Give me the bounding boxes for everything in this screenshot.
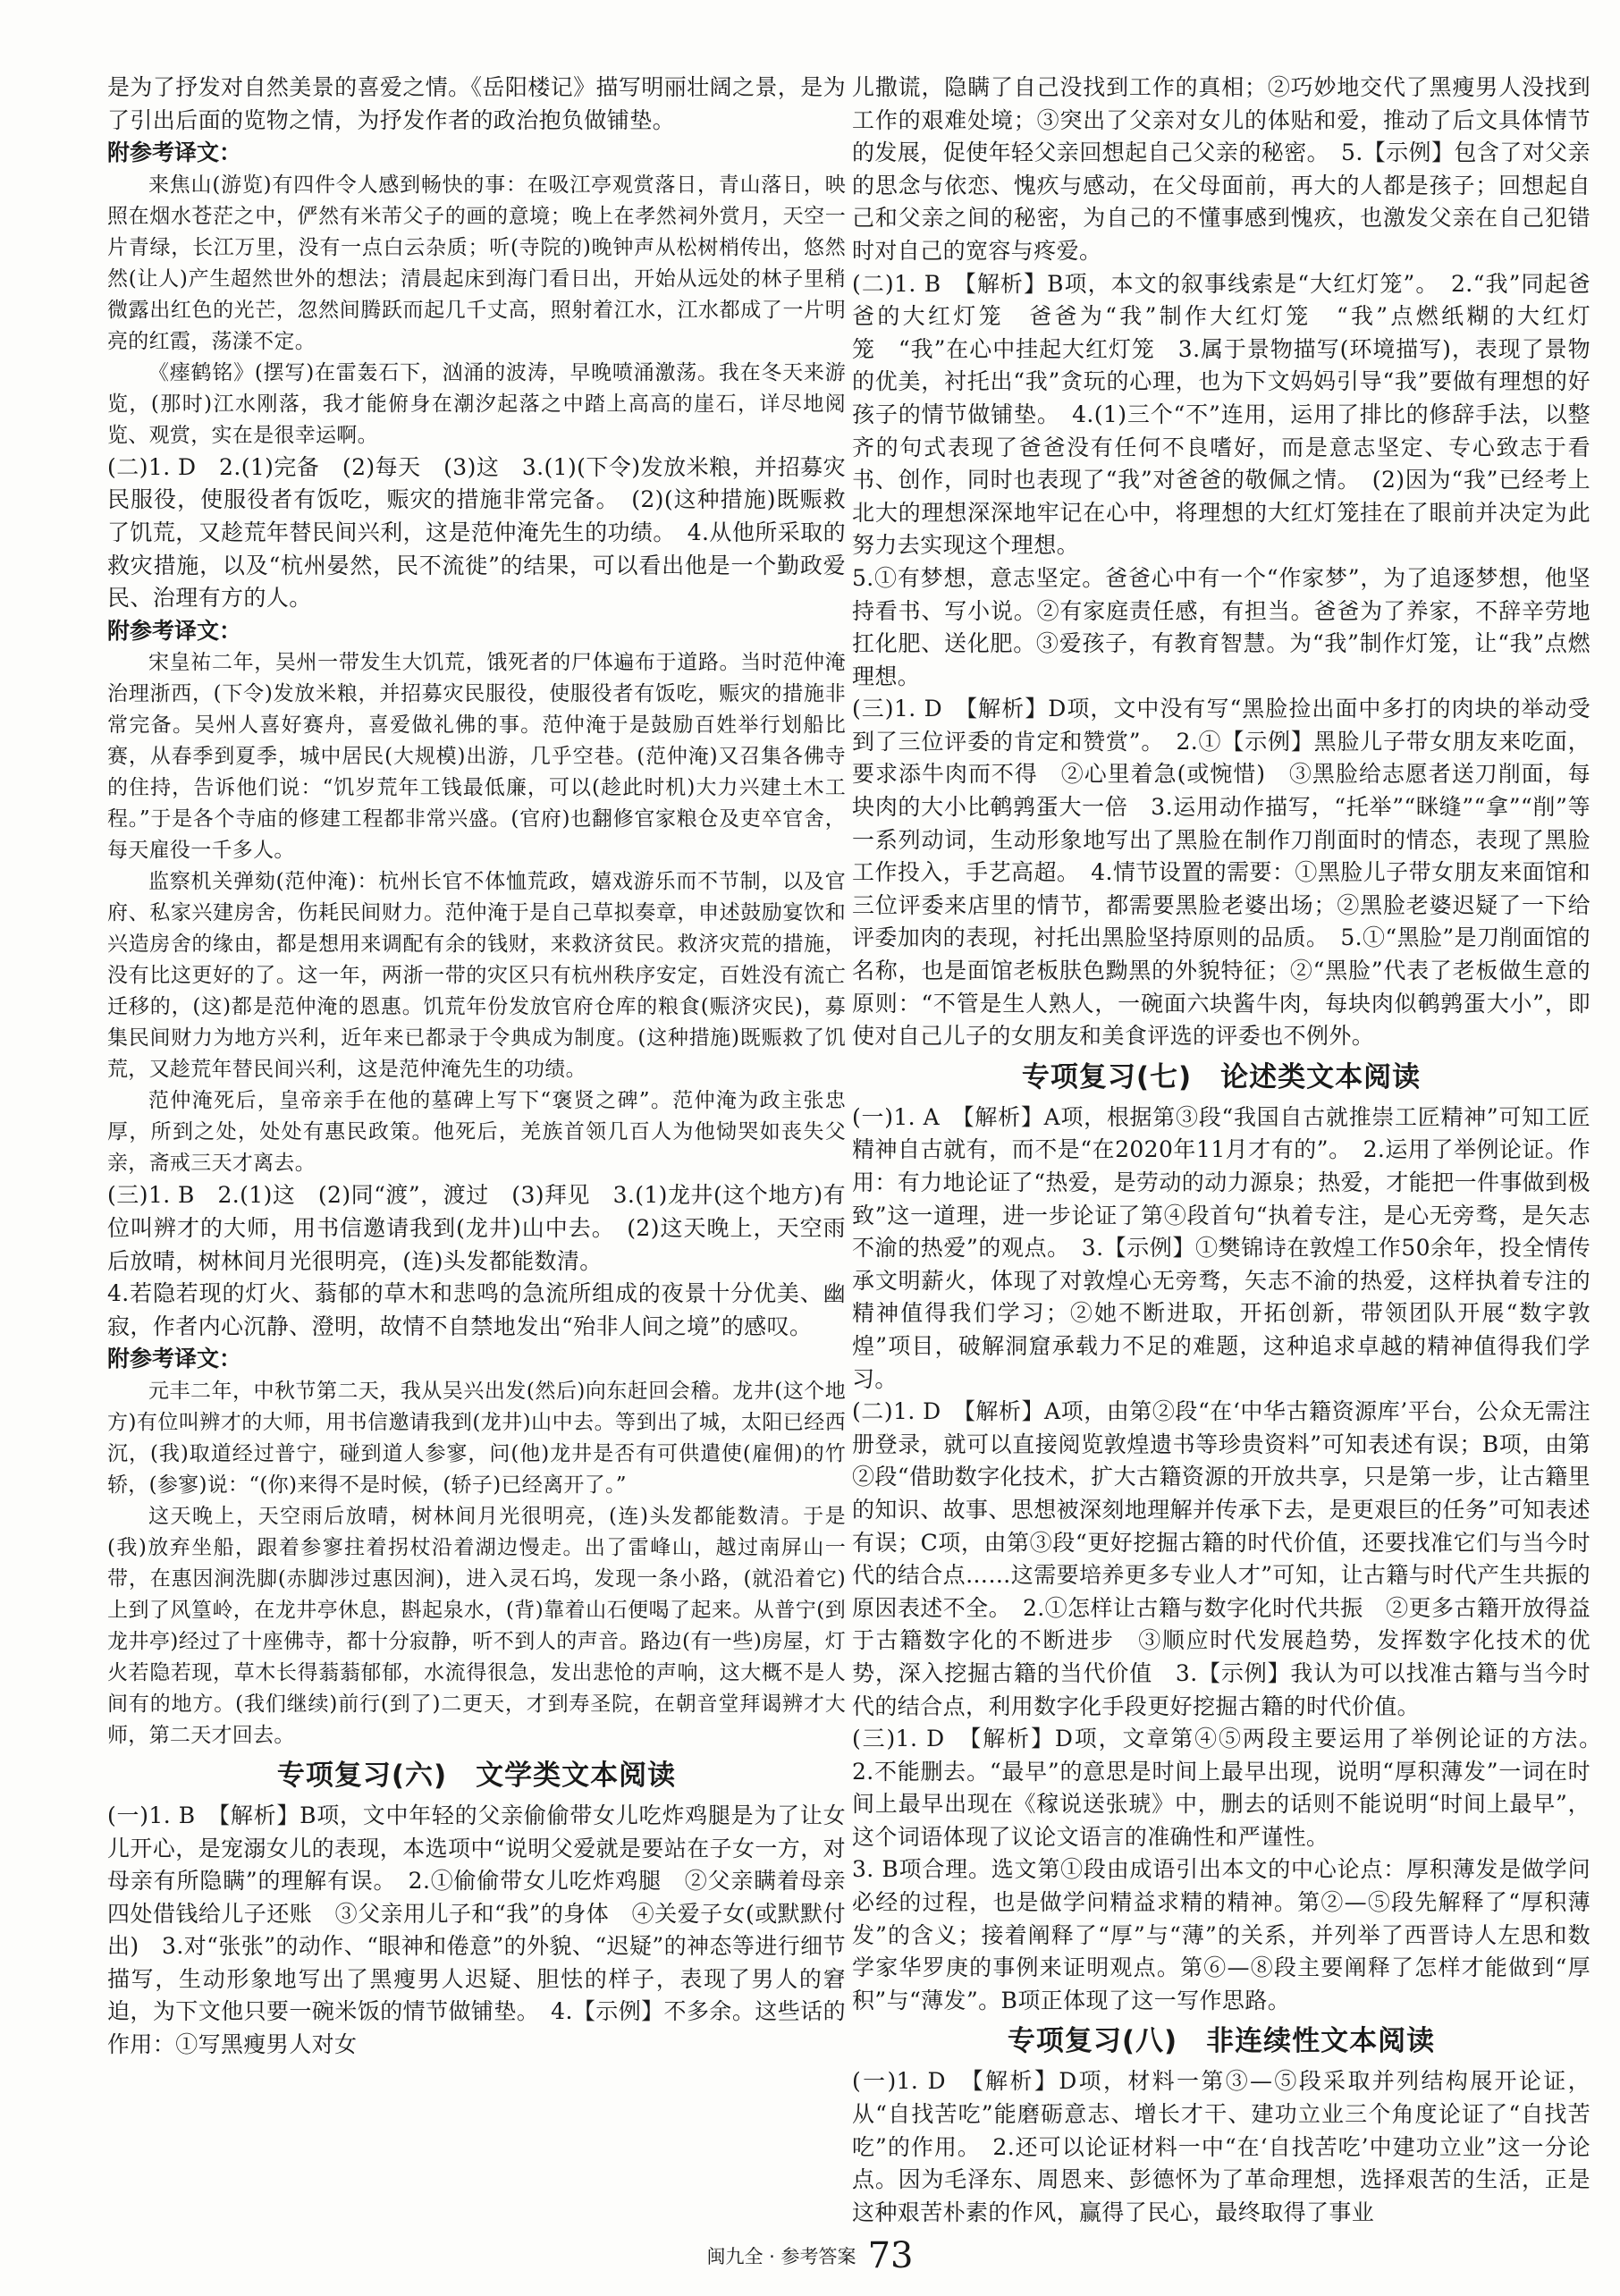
section-heading: 专项复习(八) 非连续性文本阅读 [1007,2025,1436,2058]
section-heading: 专项复习(六) 文学类文本阅读 [276,1759,677,1792]
translation-paragraph: 宋皇祐二年，吴州一带发生大饥荒，饿死者的尸体遍布于道路。当时范仲淹治理浙西，(下令)发放米粮，并招募灾民服役，使服役者有饭吃，赈灾的措施非常完备。吴州人喜好赛舟，喜爱做礼佛的事。范仲淹于是鼓励百姓举行划船比赛，从春季到夏季，城中居民(大规模)出游，几乎空巷。(范仲淹)又召集各佛寺的住持，告诉他们说：“饥岁荒年工钱最低廉，可以(趁此时机)大力兴建土木工程。”于是各个寺庙的修建工程都非常兴盛。(官府)也翻修官家粮仓及吏卒官舍，每天雇役一千多人。 [107,651,846,863]
page-footer [0,2235,1620,2276]
translation-paragraph: 这天晚上，天空雨后放晴，树林间月光很明亮，(连)头发都能数清。于是(我)放弃坐船，跟着参寥拄着拐杖沿着湖边慢走。出了雷峰山，越过南屏山一带，在惠因涧洗脚(赤脚涉过惠因涧)，进入灵石坞，发现一条小路，(就沿着它)上到了风篁岭，在龙井亭休息，斟起泉水，(背)靠着山石便喝了起来。从普宁(到龙井亭)经过了十座佛寺，都十分寂静，听不到人的声音。路边(有一些)房屋，灯火若隐若现，草木长得蓊蓊郁郁，水流得很急，发出悲怆的声响，这大概不是人间有的地方。(我们继续)前行(到了)二更天，才到寿圣院，在朝音堂拜谒辨才大师，第二天才回去。 [107,1504,846,1747]
translation-label: 附参考译文： [107,617,242,644]
answer-paragraph: 4.若隐若现的灯火、蓊郁的草木和悲鸣的急流所组成的夜景十分优美、幽寂，作者内心沉静、澄明，故情不自禁地发出“殆非人间之境”的感叹。 [107,1280,846,1339]
answer-paragraph: (一)1. D 【解析】D项，材料一第③—⑤段采取并列结构展开论证，从“自找苦吃”能磨砺意志、增长才干、建功立业三个角度论证了“自找苦吃”的作用。 2.还可以论证材料一中“在‘自找苦吃’中建功立业”这一分论点。因为毛泽东、周恩来、彭德怀为了革命理想，选择艰苦的生活，正是这种艰苦朴素的作风，赢得了民心，最终取得了事业 [852,2068,1590,2225]
translation-paragraph: 监察机关弹劾(范仲淹)：杭州长官不体恤荒政，嬉戏游乐而不节制，以及官府、私家兴建房舍，伤耗民间财力。范仲淹于是自己草拟奏章，申述鼓励宴饮和兴造房舍的缘由，都是想用来调配有余的钱财，来救济贫民。救济灾荒的措施，没有比这更好的了。这一年，两浙一带的灾区只有杭州秩序安定，百姓没有流亡迁移的，(这)都是范仲淹的恩惠。饥荒年份发放官府仓库的粮食(赈济灾民)，募集民间财力为地方兴利，近年来已都录于令典成为制度。(这种措施)既赈救了饥荒，又趁荒年替民间兴利，这是范仲淹先生的功绩。 [107,870,846,1082]
answer-paragraph: (三)1. B 2.(1)这 (2)同“渡”，渡过 (3)拜见 3.(1)龙井(这个地方)有位叫辨才的大师，用书信邀请我到(龙井)山中去。 (2)这天晚上，天空雨后放晴，树林间月光很明亮，(连)头发都能数清。 [107,1182,846,1274]
translation-paragraph: 范仲淹死后，皇帝亲手在他的墓碑上写下“褒贤之碑”。范仲淹为政主张忠厚，所到之处，处处有惠民政策。他死后，羌族首领几百人为他恸哭如丧失父亲，斋戒三天才离去。 [107,1089,846,1176]
translation-label: 附参考译文： [107,1346,242,1372]
translation-paragraph: 《瘗鹤铭》(摆写)在雷轰石下，汹涌的波涛，早晚喷涌激荡。我在冬天来游览，(那时)江水刚落，我才能俯身在潮汐起落之中踏上高高的崖石，详尽地阅览、观赏，实在是很幸运啊。 [107,360,846,447]
section-heading: 专项复习(七) 论述类文本阅读 [1021,1060,1422,1093]
translation-paragraph: 来焦山(游览)有四件令人感到畅快的事：在吸江亭观赏落日，青山落日，映照在烟水苍茫之中，俨然有米芾父子的画的意境；晚上在孝然祠外赏月，天空一片青绿，长江万里，没有一点白云杂质；听(寺院的)晚钟声从松树梢传出，悠然然(让人)产生超然世外的想法；清晨起床到海门看日出，开始从远处的林子里稍微露出红色的光芒，忽然间腾跃而起几千丈高，照射着江水，江水都成了一片明亮的红霞，荡漾不定。 [107,173,846,353]
translation-label: 附参考译文： [107,139,242,166]
answer-paragraph: (二)1. D 2.(1)完备 (2)每天 (3)这 3.(1)(下令)发放米粮，并招募灾民服役，使服役者有饭吃，赈灾的措施非常完备。 (2)(这种措施)既赈救了饥荒，又趁荒年替民间兴利，这是范仲淹先生的功绩。 4.从他所采取的救灾措施，以及“杭州晏然，民不流徙”的结果，可以看出他是一个勤政爱民、治理有方的人。 [107,453,846,612]
answer-paragraph: (三)1. D 【解析】D项，文中没有写“黑脸捡出面中多打的肉块的举动受到了三位评委的肯定和赞赏”。 2.①【示例】黑脸儿子带女朋友来吃面，要求添牛肉而不得 ②心里着急(或惋惜) ③黑脸给志愿者送刀削面，每块肉的大小比鹌鹑蛋大一倍 3.运用动作描写，“托举”“眯缝”“拿”“削”等一系列动词，生动形象地写出了黑脸在制作刀削面时的情态，表现了黑脸工作投入，手艺高超。 4.情节设置的需要：①黑脸儿子带女朋友来面馆和三位评委来店里的情节，都需要黑脸老婆出场；②黑脸老婆迟疑了一下给评委加肉的表现，衬托出黑脸坚持原则的品质。 5.①“黑脸”是刀削面馆的名称，也是面馆老板肤色黝黑的外貌特征；②“黑脸”代表了老板做生意的原则：“不管是生人熟人，一碗面六块酱牛肉，每块肉似鹌鹑蛋大小”，即使对自己儿子的女朋友和美食评选的评委也不例外。 [852,696,1590,1050]
left-column [107,72,846,2226]
answer-paragraph: 是为了抒发对自然美景的喜爱之情。《岳阳楼记》描写明丽壮阔之景，是为了引出后面的览物之情，为抒发作者的政治抱负做铺垫。 [107,74,846,133]
right-column [852,72,1614,2226]
footer-tag: 闽九全 · 参考答案 [706,2246,856,2267]
answer-paragraph: 5.①有梦想，意志坚定。爸爸心中有一个“作家梦”，为了追逐梦想，他坚持看书、写小说。②有家庭责任感，有担当。爸爸为了养家，不辞辛劳地扛化肥、送化肥。③爱孩子，有教育智慧。为“我”制作灯笼，让“我”点燃理想。 [852,564,1590,689]
answer-paragraph: 3. B项合理。选文第①段由成语引出本文的中心论点：厚积薄发是做学问必经的过程，也是做学问精益求精的精神。第②—⑤段先解释了“厚积薄发”的含义；接着阐释了“厚”与“薄”的关系，并列举了西晋诗人左思和数学家华罗庚的事例来证明观点。第⑥—⑧段主要阐释了怎样才能做到“厚积”与“薄发”。B项正体现了这一写作思路。 [852,1856,1590,2013]
translation-paragraph: 元丰二年，中秋节第二天，我从吴兴出发(然后)向东赶回会稽。龙井(这个地方)有位叫辨才的大师，用书信邀请我到(龙井)山中去。等到出了城，太阳已经西沉，(我)取道经过普宁，碰到道人参寥，问(他)龙井是否有可供遣使(雇佣)的竹轿，(参寥)说：“(你)来得不是时候，(轿子)已经离开了。” [107,1379,846,1497]
answer-paragraph: (二)1. B 【解析】B项，本文的叙事线索是“大红灯笼”。 2.“我”同起爸爸的大红灯笼 爸爸为“我”制作大红灯笼 “我”点燃纸糊的大红灯笼 “我”在心中挂起大红灯笼 3.属于景物描写(环境描写)，表现了景物的优美，衬托出“我”贪玩的心理，也为下文妈妈引导“我”要做有理想的好孩子的情节做铺垫。 4.(1)三个“不”连用，运用了排比的修辞手法，以整齐的句式表现了爸爸没有任何不良嗜好，而是意志坚定、专心致志于看书、创作，同时也表现了“我”对爸爸的敬佩之情。 (2)因为“我”已经考上北大的理想深深地牢记在心中，将理想的大红灯笼挂在了眼前并决定为此努力去实现这个理想。 [852,270,1590,559]
answer-paragraph: (一)1. B 【解析】B项，文中年轻的父亲偷偷带女儿吃炸鸡腿是为了让女儿开心，是宠溺女儿的表现，本选项中“说明父爱就是要站在子女一方，对母亲有所隐瞒”的理解有误。 2.①偷偷带女儿吃炸鸡腿 ②父亲瞒着母亲四处借钱给儿子还账 ③父亲用儿子和“我”的身体 ④关爱子女(或默默付出) 3.对“张张”的动作、“眼神和倦意”的外貌、“迟疑”的神态等进行细节描写，生动形象地写出了黑瘦男人迟疑、胆怯的样子，表现了男人的窘迫，为下文他只要一碗米饭的情节做铺垫。 4.【示例】不多余。这些话的作用：①写黑瘦男人对女 [107,1802,846,2058]
answer-paragraph: (二)1. D 【解析】A项，由第②段“在‘中华古籍资源库’平台，公众无需注册登录，就可以直接阅览敦煌遗书等珍贵资料”可知表述有误；B项，由第②段“借助数字化技术，扩大古籍资源的开放共享，只是第一步，让古籍里的知识、故事、思想被深刻地理解并传承下去，是更艰巨的任务”可知表述有误；C项，由第③段“更好挖掘古籍的时代价值，还要找准它们与当今时代的结合点……这需要培养更多专业人才”可知，让古籍与时代产生共振的原因表述不全。 2.①怎样让古籍与数字化时代共振 ②更多古籍开放得益于古籍数字化的不断进步 ③顺应时代发展趋势，发挥数字化技术的优势，深入挖掘古籍的当代价值 3.【示例】我认为可以找准古籍与当今时代的结合点，利用数字化手段更好挖掘古籍的时代价值。 [852,1398,1590,1719]
answer-paragraph: (三)1. D 【解析】D项，文章第④⑤两段主要运用了举例论证的方法。 2.不能删去。“最早”的意思是时间上最早出现，说明“厚积薄发”一词在时间上最早出现在《稼说送张琥》中，删去的话则不能说明“时间上最早”，这个词语体现了议论文语言的准确性和严谨性。 [852,1726,1614,1850]
page-number: 73 [867,2235,914,2276]
answer-paragraph: 儿撒谎，隐瞒了自己没找到工作的真相；②巧妙地交代了黑瘦男人没找到工作的艰难处境；③突出了父亲对女儿的体贴和爱，推动了后文具体情节的发展，促使年轻父亲回想起自己父亲的秘密。 5.【示例】包含了对父亲的思念与依恋、愧疚与感动，在父母面前，再大的人都是孩子；回想起自己和父亲之间的秘密，为自己的不懂事感到愧疚，也激发父亲在自己犯错时对自己的宽容与疼爱。 [852,74,1590,264]
answer-paragraph: (一)1. A 【解析】A项，根据第③段“我国自古就推崇工匠精神”可知工匠精神自古就有，而不是“在2020年11月才有的”。 2.运用了举例论证。作用：有力地论证了“热爱，是劳动的动力源泉；热爱，才能把一件事做到极致”这一道理，进一步论证了第④段首句“执着专注，是心无旁骛，是矢志不渝的热爱”的观点。 3.【示例】①樊锦诗在敦煌工作50余年，投全情传承文明薪火，体现了对敦煌心无旁骛，矢志不渝的热爱，这样执着专注的精神值得我们学习；②她不断进取，开拓创新，带领团队开展“数字敦煌”项目，破解洞窟承载力不足的难题，这种追求卓越的精神值得我们学习。 [852,1103,1590,1392]
